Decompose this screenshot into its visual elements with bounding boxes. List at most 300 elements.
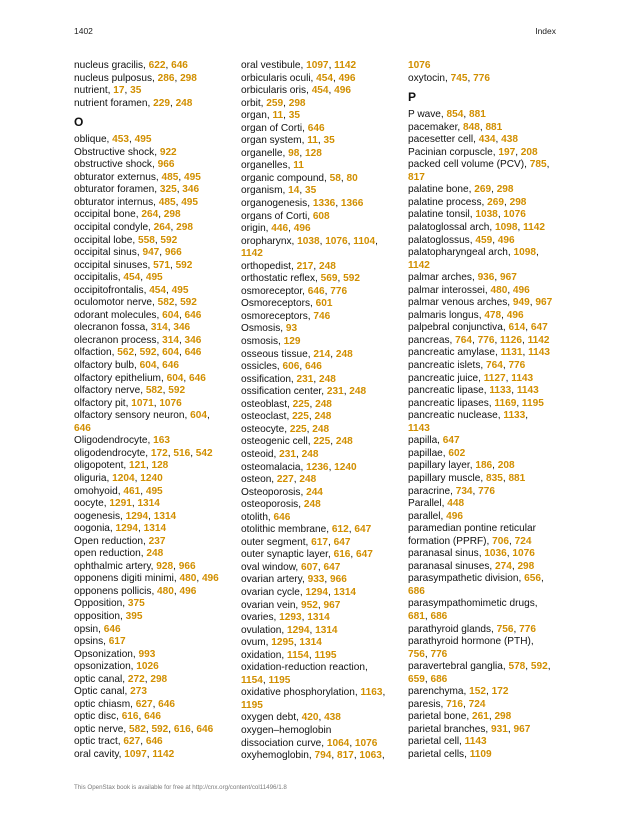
page-reference-link[interactable]: 1097 — [306, 60, 329, 71]
page-reference-link[interactable]: 272 — [127, 673, 145, 685]
page-reference-link[interactable]: 298 — [517, 560, 535, 572]
page-reference-link[interactable]: 646 — [273, 511, 291, 523]
page-reference-link[interactable]: 446 — [271, 223, 289, 235]
page-reference-link[interactable]: 11 — [272, 110, 284, 122]
page-reference-link[interactable]: 1104 — [353, 235, 376, 247]
page-reference-link[interactable]: 617 — [108, 636, 126, 648]
page-reference-link[interactable]: 604 — [162, 347, 179, 359]
page-reference-link[interactable]: 776 — [330, 285, 348, 297]
page-reference-link[interactable]: 346 — [173, 322, 191, 334]
page-reference-link[interactable]: 646 — [196, 723, 214, 735]
page-reference-link[interactable]: 764 — [485, 360, 503, 372]
page-reference-link[interactable]: 225 — [292, 398, 310, 410]
page-reference-link[interactable]: 646 — [307, 122, 325, 134]
page-reference-link[interactable]: 647 — [442, 435, 460, 447]
page-reference-link[interactable]: 776 — [508, 360, 526, 372]
page-reference-link[interactable]: 647 — [333, 536, 351, 548]
page-reference-link[interactable]: 274 — [494, 560, 512, 572]
page-reference-link[interactable]: 225 — [313, 436, 331, 448]
page-reference-link[interactable]: 881 — [508, 472, 526, 484]
page-reference-link[interactable]: 454 — [123, 272, 141, 284]
page-reference-link[interactable]: 227 — [276, 474, 294, 486]
page-reference-link[interactable]: 129 — [283, 336, 301, 348]
page-reference-link[interactable]: 1314 — [137, 498, 160, 510]
page-reference-link[interactable]: 881 — [468, 109, 486, 121]
page-reference-link[interactable]: 35 — [304, 185, 317, 197]
page-reference-link[interactable]: 854 — [446, 109, 464, 121]
page-reference-link[interactable]: 936 — [477, 272, 495, 284]
page-reference-link[interactable]: 346 — [184, 334, 202, 346]
index-entry-text: , — [381, 750, 385, 762]
page-reference-link[interactable]: 495 — [171, 284, 189, 296]
page-reference-link[interactable]: 1143 — [464, 736, 487, 748]
page-reference-link[interactable]: 298 — [163, 209, 181, 221]
page-reference-link[interactable]: 375 — [127, 598, 145, 610]
page-reference-link[interactable]: 1195 — [521, 397, 544, 409]
page-reference-link[interactable]: 214 — [313, 348, 331, 360]
page-reference-link[interactable]: 1076 — [512, 548, 535, 560]
page-reference-link[interactable]: 453 — [112, 134, 130, 146]
page-reference-link[interactable]: 485 — [161, 171, 179, 183]
page-reference-link[interactable]: 231 — [326, 386, 344, 398]
page-reference-link[interactable]: 1294 — [115, 523, 139, 535]
page-reference-link[interactable]: 346 — [182, 184, 200, 196]
page-reference-link[interactable]: 1294 — [287, 624, 310, 636]
page-reference-link[interactable]: 602 — [448, 447, 466, 459]
page-reference-link[interactable]: 646 — [158, 698, 176, 710]
page-reference-link[interactable]: 495 — [183, 171, 201, 183]
page-reference-link[interactable]: 764 — [455, 334, 472, 346]
page-reference-link[interactable]: 1076 — [503, 209, 526, 221]
page-reference-link[interactable]: 496 — [334, 85, 351, 97]
page-reference-link[interactable]: 592 — [530, 661, 548, 673]
page-reference-link[interactable]: 582 — [128, 723, 146, 735]
page-reference-link[interactable]: 542 — [195, 447, 213, 459]
page-reference-link[interactable]: 480 — [157, 585, 174, 597]
page-reference-link[interactable]: 496 — [338, 72, 356, 84]
index-entry-text: osmosis, — [241, 336, 284, 348]
page-reference-link[interactable]: 1126 — [500, 334, 522, 346]
page-reference-link[interactable]: 14 — [288, 185, 300, 197]
page-reference-link[interactable]: 11 — [293, 160, 304, 172]
page-reference-link[interactable]: 1076 — [408, 60, 431, 71]
page-reference-link[interactable]: 264 — [141, 209, 159, 221]
page-reference-link[interactable]: 1240 — [334, 461, 357, 473]
page-reference-link[interactable]: 121 — [129, 460, 146, 472]
page-reference-link[interactable]: 686 — [430, 610, 448, 622]
page-reference-link[interactable]: 1142 — [527, 334, 550, 346]
page-reference-link[interactable]: 480 — [179, 573, 197, 585]
page-reference-link[interactable]: 562 — [117, 347, 135, 359]
page-reference-link[interactable]: 259 — [266, 97, 284, 109]
page-reference-link[interactable]: 612 — [331, 524, 349, 536]
page-reference-link[interactable]: 248 — [319, 373, 336, 385]
page-reference-link[interactable]: 558 — [137, 234, 155, 246]
page-reference-link[interactable]: 1142 — [152, 748, 175, 760]
page-reference-link[interactable]: 569 — [320, 273, 338, 285]
page-reference-link[interactable]: 237 — [148, 535, 166, 547]
index-entry-text: nutrient foramen, — [74, 97, 154, 109]
page-reference-link[interactable]: 922 — [159, 146, 177, 158]
page-reference-link[interactable]: 724 — [514, 535, 532, 547]
page-reference-link[interactable]: 614 — [508, 322, 526, 334]
page-reference-link[interactable]: 1195 — [268, 674, 291, 686]
page-reference-link[interactable]: 286 — [157, 72, 175, 84]
index-entry-text: , — [382, 687, 386, 699]
page-reference-link[interactable]: 1240 — [140, 472, 163, 484]
page-reference-link[interactable]: 448 — [447, 498, 465, 510]
page-reference-link[interactable]: 1076 — [325, 235, 348, 247]
page-reference-link[interactable]: 197 — [498, 146, 516, 158]
page-reference-link[interactable]: 776 — [519, 623, 536, 635]
page-reference-link[interactable]: 248 — [335, 436, 353, 448]
page-reference-link[interactable]: 966 — [178, 560, 196, 572]
page-reference-link[interactable]: 646 — [184, 309, 202, 321]
page-reference-link[interactable]: 848 — [462, 121, 480, 133]
page-reference-link[interactable]: 756 — [408, 648, 425, 660]
index-entry — [74, 60, 239, 73]
page-reference-link[interactable]: 592 — [180, 297, 197, 309]
page-reference-link[interactable]: 495 — [145, 485, 163, 497]
page-reference-link[interactable]: 248 — [146, 548, 164, 560]
page-reference-link[interactable]: 248 — [349, 386, 367, 398]
index-entry-text: nucleus pulposus, — [74, 72, 158, 84]
page-reference-link[interactable]: 616 — [173, 723, 191, 735]
page-reference-link[interactable]: 601 — [315, 298, 333, 310]
page-reference-link[interactable]: 35 — [130, 85, 142, 97]
page-reference-link[interactable]: 248 — [175, 97, 193, 109]
page-reference-link[interactable]: 496 — [446, 510, 463, 522]
page-reference-link[interactable]: 734 — [455, 485, 473, 497]
page-reference-link[interactable]: 647 — [354, 524, 372, 536]
page-reference-link[interactable]: 1314 — [143, 523, 167, 535]
page-reference-link[interactable]: 724 — [468, 698, 486, 710]
page-reference-link[interactable]: 1063 — [359, 750, 382, 762]
page-reference-link[interactable]: 817 — [336, 750, 354, 762]
page-reference-link[interactable]: 244 — [306, 486, 323, 498]
page-reference-link[interactable]: 298 — [288, 97, 306, 109]
page-reference-link[interactable]: 776 — [473, 72, 490, 84]
page-reference-link[interactable]: 967 — [323, 599, 341, 611]
page-reference-link[interactable]: 298 — [496, 184, 514, 196]
index-entry-text: , — [535, 247, 539, 259]
page-reference-link[interactable]: 248 — [301, 448, 319, 460]
page-reference-link[interactable]: 1142 — [241, 248, 263, 260]
page-reference-link[interactable]: 273 — [130, 686, 147, 698]
page-reference-link[interactable]: 947 — [142, 247, 160, 259]
page-reference-link[interactable]: 966 — [330, 574, 347, 586]
page-reference-link[interactable]: 261 — [471, 711, 489, 723]
page-reference-link[interactable]: 264 — [153, 222, 171, 234]
page-reference-link[interactable]: 128 — [304, 147, 322, 159]
page-reference-link[interactable]: 248 — [319, 260, 336, 272]
page-reference-link[interactable]: 208 — [520, 146, 538, 158]
page-reference-link[interactable]: 582 — [145, 385, 163, 397]
page-reference-link[interactable]: 298 — [509, 196, 527, 208]
page-reference-link[interactable]: 186 — [475, 460, 493, 472]
page-reference-link[interactable]: 80 — [346, 172, 358, 184]
page-reference-link[interactable]: 314 — [162, 334, 179, 346]
page-reference-link[interactable]: 434 — [478, 134, 496, 146]
page-reference-link[interactable]: 1294 — [125, 510, 149, 522]
page-reference-link[interactable]: 592 — [343, 273, 360, 285]
page-reference-link[interactable]: 681 — [408, 610, 425, 622]
page-reference-link[interactable]: 949 — [512, 297, 530, 309]
page-reference-link[interactable]: 1294 — [305, 586, 328, 598]
page-reference-link[interactable]: 745 — [450, 72, 468, 84]
page-reference-link[interactable]: 578 — [508, 661, 526, 673]
page-reference-link[interactable]: 454 — [149, 284, 167, 296]
page-reference-link[interactable]: 571 — [153, 259, 170, 271]
page-reference-link[interactable]: 1195 — [241, 699, 263, 711]
page-reference-link[interactable]: 1076 — [159, 397, 182, 409]
page-reference-link[interactable]: 1291 — [109, 498, 132, 510]
page-reference-link[interactable]: 298 — [150, 673, 168, 685]
page-reference-link[interactable]: 325 — [159, 184, 177, 196]
page-reference-link[interactable]: 1097 — [124, 748, 147, 760]
page-reference-link[interactable]: 592 — [139, 347, 157, 359]
page-reference-link[interactable]: 604 — [190, 410, 207, 422]
page-reference-link[interactable]: 656 — [524, 573, 541, 585]
page-reference-link[interactable]: 1098 — [513, 247, 536, 259]
index-entry-text: , — [502, 472, 509, 484]
page-reference-link[interactable]: 608 — [312, 210, 330, 222]
page-reference-link[interactable]: 314 — [150, 322, 168, 334]
page-reference-link[interactable]: 1127 — [483, 372, 506, 384]
page-reference-link[interactable]: 1133 — [503, 410, 526, 422]
page-reference-link[interactable]: 952 — [301, 599, 318, 611]
page-reference-link[interactable]: 516 — [173, 447, 191, 459]
page-reference-link[interactable]: 495 — [134, 134, 152, 146]
page-reference-link[interactable]: 1143 — [511, 372, 534, 384]
page-reference-link[interactable]: 1071 — [131, 397, 154, 409]
page-reference-link[interactable]: 646 — [74, 422, 91, 434]
page-reference-link[interactable]: 395 — [125, 610, 143, 622]
page-reference-link[interactable]: 647 — [323, 561, 341, 573]
page-reference-link[interactable]: 1142 — [523, 222, 545, 234]
page-reference-link[interactable]: 835 — [485, 472, 503, 484]
page-reference-link[interactable]: 627 — [135, 698, 153, 710]
page-reference-link[interactable]: 269 — [487, 196, 504, 208]
page-reference-link[interactable]: 248 — [335, 348, 353, 360]
page-reference-link[interactable]: 776 — [430, 648, 448, 660]
page-reference-link[interactable]: 1204 — [112, 472, 135, 484]
page-reference-link[interactable]: 647 — [356, 549, 373, 561]
page-reference-link[interactable]: 478 — [484, 309, 502, 321]
page-reference-link[interactable]: 604 — [162, 309, 179, 321]
page-reference-link[interactable]: 967 — [535, 297, 553, 309]
page-reference-link[interactable]: 607 — [301, 561, 318, 573]
page-reference-link[interactable]: 248 — [315, 398, 332, 410]
page-reference-link[interactable]: 248 — [299, 474, 317, 486]
page-reference-link[interactable]: 1154 — [287, 649, 309, 661]
page-reference-link[interactable]: 1314 — [315, 624, 338, 636]
page-reference-link[interactable]: 217 — [296, 260, 314, 272]
page-reference-link[interactable]: 993 — [138, 648, 156, 660]
page-reference-link[interactable]: 454 — [316, 72, 334, 84]
page-reference-link[interactable]: 1142 — [408, 259, 430, 271]
page-reference-link[interactable]: 438 — [324, 712, 341, 724]
page-reference-link[interactable]: 1295 — [271, 637, 294, 649]
page-reference-link[interactable]: 496 — [293, 223, 311, 235]
page-reference-link[interactable]: 646 — [144, 711, 161, 723]
page-reference-link[interactable]: 622 — [148, 60, 166, 71]
page-reference-link[interactable]: 1098 — [494, 222, 518, 234]
page-reference-link[interactable]: 716 — [446, 698, 463, 710]
page-reference-link[interactable]: 617 — [311, 536, 328, 548]
page-reference-link[interactable]: 163 — [153, 435, 170, 447]
page-reference-link[interactable]: 231 — [296, 373, 314, 385]
page-reference-link[interactable]: 592 — [175, 259, 193, 271]
page-reference-link[interactable]: 1236 — [306, 461, 329, 473]
index-entry-text: opponens digiti minimi, — [74, 573, 180, 585]
index-entry-text: , — [183, 372, 190, 384]
page-reference-link[interactable]: 881 — [485, 121, 503, 133]
page-reference-link[interactable]: 496 — [179, 585, 197, 597]
page-reference-link[interactable]: 933 — [307, 574, 325, 586]
page-reference-link[interactable]: 1314 — [299, 637, 322, 649]
page-reference-link[interactable]: 606 — [282, 361, 300, 373]
page-reference-link[interactable]: 794 — [314, 750, 332, 762]
index-entry-text: opponens pollicis, — [74, 585, 158, 597]
page-reference-link[interactable]: 646 — [162, 360, 179, 372]
page-reference-link[interactable]: 647 — [530, 322, 548, 334]
page-reference-link[interactable]: 1366 — [340, 198, 364, 210]
page-reference-link[interactable]: 646 — [307, 285, 325, 297]
page-reference-link[interactable]: 298 — [176, 222, 193, 234]
page-reference-link[interactable]: 1142 — [334, 60, 357, 71]
page-reference-link[interactable]: 931 — [491, 723, 508, 735]
page-reference-link[interactable]: 967 — [513, 723, 531, 735]
page-reference-link[interactable]: 495 — [181, 196, 199, 208]
page-reference-link[interactable]: 1314 — [333, 586, 357, 598]
page-reference-link[interactable]: 1143 — [516, 385, 539, 397]
page-reference-link[interactable]: 967 — [500, 272, 517, 284]
page-reference-link[interactable]: 776 — [477, 334, 495, 346]
page-reference-link[interactable]: 1143 — [408, 422, 430, 434]
page-reference-link[interactable]: 604 — [166, 372, 184, 384]
page-reference-link[interactable]: 459 — [475, 234, 493, 246]
page-reference-link[interactable]: 1169 — [494, 397, 517, 409]
page-reference-link[interactable]: 298 — [180, 72, 197, 84]
page-reference-link[interactable]: 1076 — [354, 737, 378, 749]
page-reference-link[interactable]: 646 — [171, 60, 188, 71]
page-reference-link[interactable]: 152 — [469, 686, 486, 698]
page-reference-link[interactable]: 128 — [151, 460, 169, 472]
page-reference-link[interactable]: 592 — [151, 723, 169, 735]
page-reference-link[interactable]: 229 — [153, 97, 170, 109]
page-reference-link[interactable]: 646 — [304, 361, 322, 373]
page-reference-link[interactable]: 627 — [123, 736, 141, 748]
page-reference-link[interactable]: 1163 — [360, 687, 383, 699]
page-reference-link[interactable]: 496 — [497, 234, 515, 246]
page-reference-link[interactable]: 1293 — [279, 612, 302, 624]
page-reference-link[interactable]: 93 — [285, 323, 298, 335]
page-reference-link[interactable]: 172 — [150, 447, 168, 459]
page-reference-link[interactable]: 1336 — [312, 198, 336, 210]
page-reference-link[interactable]: 58 — [329, 172, 341, 184]
page-reference-link[interactable]: 1026 — [136, 661, 159, 673]
page-reference-link[interactable]: 686 — [430, 673, 448, 685]
page-reference-link[interactable]: 17 — [113, 85, 125, 97]
page-reference-link[interactable]: 646 — [145, 736, 163, 748]
page-reference-link[interactable]: 248 — [314, 411, 332, 423]
page-reference-link[interactable]: 269 — [474, 184, 492, 196]
page-reference-link[interactable]: 604 — [139, 360, 157, 372]
page-reference-link[interactable]: 172 — [491, 686, 509, 698]
page-reference-link[interactable]: 1038 — [297, 235, 320, 247]
page-reference-link[interactable]: 454 — [311, 85, 329, 97]
page-reference-link[interactable]: 646 — [184, 347, 202, 359]
page-reference-link[interactable]: 646 — [103, 623, 121, 635]
page-reference-link[interactable]: 592 — [168, 385, 186, 397]
page-reference-link[interactable]: 1314 — [307, 612, 330, 624]
index-entry-text: Opsonization, — [74, 648, 139, 660]
page-reference-link[interactable]: 231 — [279, 448, 297, 460]
page-reference-link[interactable]: 1131 — [500, 347, 523, 359]
page-reference-link[interactable]: 98 — [288, 147, 300, 159]
page-reference-link[interactable]: 1038 — [475, 209, 498, 221]
page-reference-link[interactable]: 1133 — [489, 385, 512, 397]
page-reference-link[interactable]: 11 — [307, 135, 318, 147]
page-reference-link[interactable]: 928 — [156, 560, 174, 572]
page-reference-link[interactable]: 592 — [160, 234, 178, 246]
page-reference-link[interactable]: 746 — [313, 310, 331, 322]
page-reference-link[interactable]: 659 — [408, 673, 425, 685]
index-entry-text: , — [299, 185, 305, 197]
page-reference-link[interactable]: 496 — [512, 284, 530, 296]
page-reference-link[interactable]: 461 — [123, 485, 141, 497]
page-reference-link[interactable]: 1195 — [314, 649, 337, 661]
page-reference-link[interactable]: 225 — [292, 411, 309, 423]
page-reference-link[interactable]: 706 — [492, 535, 509, 547]
page-reference-link[interactable]: 35 — [288, 110, 300, 122]
page-reference-link[interactable]: 298 — [494, 711, 512, 723]
page-reference-link[interactable]: 225 — [289, 423, 307, 435]
page-reference-link[interactable]: 785 — [529, 159, 547, 171]
page-reference-link[interactable]: 1036 — [484, 548, 507, 560]
page-reference-link[interactable]: 616 — [333, 549, 351, 561]
page-reference-link[interactable]: 248 — [312, 423, 330, 435]
index-entry-text: pancreatic islets, — [408, 360, 486, 372]
page-reference-link[interactable]: 756 — [496, 623, 514, 635]
page-reference-link[interactable]: 496 — [201, 573, 219, 585]
page-reference-link[interactable]: 1314 — [153, 510, 177, 522]
page-reference-link[interactable]: 248 — [303, 499, 321, 511]
page-reference-link[interactable]: 495 — [145, 272, 163, 284]
page-reference-link[interactable]: 420 — [301, 712, 319, 724]
page-reference-link[interactable]: 646 — [189, 372, 206, 384]
page-reference-link[interactable]: 480 — [490, 284, 508, 296]
page-reference-link[interactable]: 966 — [157, 159, 175, 171]
page-reference-link[interactable]: 1109 — [469, 748, 492, 760]
page-reference-link[interactable]: 35 — [323, 135, 335, 147]
page-reference-link[interactable]: 485 — [158, 196, 176, 208]
page-reference-link[interactable]: 966 — [164, 247, 182, 259]
page-reference-link[interactable]: 1064 — [326, 737, 350, 749]
page-reference-link[interactable]: 817 — [408, 171, 425, 183]
page-reference-link[interactable]: 1143 — [528, 347, 550, 359]
page-reference-link[interactable]: 496 — [506, 309, 524, 321]
index-entry — [408, 749, 568, 762]
page-reference-link[interactable]: 616 — [121, 711, 139, 723]
page-reference-link[interactable]: 438 — [501, 134, 518, 146]
page-reference-link[interactable]: 208 — [497, 460, 515, 472]
page-reference-link[interactable]: 686 — [408, 585, 425, 597]
page-reference-link[interactable]: 582 — [157, 297, 175, 309]
page-reference-link[interactable]: 1154 — [241, 674, 263, 686]
page-reference-link[interactable]: 776 — [478, 485, 495, 497]
